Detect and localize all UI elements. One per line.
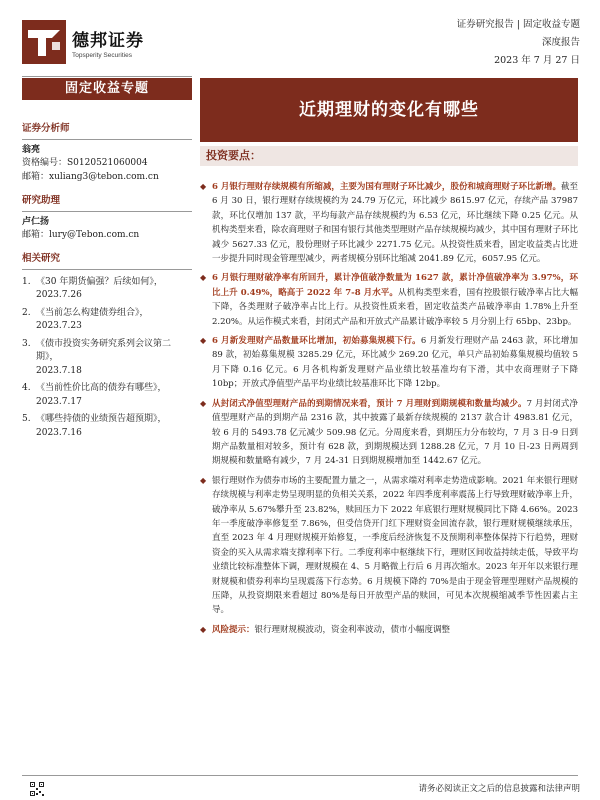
key-point-paragraph [200, 474, 578, 618]
risk-warning-text: 银行理财规模波动，资金利率波动，债市小幅度调整 [254, 624, 451, 635]
researcher-email[interactable]: 邮箱：lury@Tebon.com.cn [22, 230, 140, 240]
paragraph-highlight: 6 月银行理财破净率有所回升，累计净值破净数量为 1627 款，累计净值破净率为 3.97%，环比上升 0.49%，略高于 2022 年 7-8 月水平。 [212, 273, 578, 298]
researcher-heading: 研究助理 [22, 194, 192, 212]
key-point-paragraph [200, 397, 578, 469]
legal-disclaimer: 请务必阅读正文之后的信息披露和法律声明 [418, 784, 580, 794]
diamond-bullet-icon: ◆ [200, 475, 207, 485]
related-item[interactable] [22, 338, 192, 379]
report-depth: 深度报告 [541, 37, 580, 48]
key-point-paragraph [200, 334, 578, 392]
report-date: 2023 年 7 月 27 日 [494, 55, 580, 66]
related-item-number: 4. [22, 383, 31, 393]
related-research [22, 252, 192, 444]
key-point-paragraph [200, 180, 578, 266]
key-point-paragraph [200, 271, 578, 329]
related-item-number: 3. [22, 338, 31, 349]
related-heading: 相关研究 [22, 252, 192, 270]
analyst-block [22, 122, 192, 184]
footer-divider [22, 775, 578, 776]
related-item-title: 《30 年期货偏强？后续如何》， [36, 276, 163, 287]
related-item-number: 5. [22, 414, 31, 424]
related-item-date: 2023.7.16 [36, 427, 82, 438]
tebon-logo-icon [22, 20, 66, 64]
related-item-number: 1. [22, 276, 31, 287]
paragraph-text: 截至 6 月 30 日，银行理财存续规模约为 24.79 万亿元，环比减少 8615.97 亿元，存续产品 37987 款，环比仅增加 137 款，平均每款产品存续规模约为 6.53 亿元，环比继续下降 0.25 亿元。从机构类型来看，除农商理财子和国有银行其他类型理财产品存续规模均减少，其中国有理财子环比减少 5627.33 亿元，股份理财子环比减少 2271.75 亿元。从投资性质来看，固定收益类占比进一步提升同时现金管理型减少，两者规模分别环比缩减 2041.89 亿元，6057.95 亿元。 [212, 182, 578, 265]
paragraph-text: 银行理财作为债券市场的主要配置力量之一，从需求端对利率走势造成影响。2021 年来银行理财存续规模与利率走势呈现明显的负相关关系，2022 年四季度利率震荡上行导致理财破净率上升，破净率从 5.67%攀升至 23.82%，赎回压力下 2022 年底银行理财规模同比下降 4.66%。2023 年一季度破净率修复至 7.86%，但受信贷开门红下理财资金回流存款，银行理财规模继续承压，直至 2023 年 4 月理财规模开始修复，一季度后经济恢复不及预期利率整体保持下行趋势，理财资金的买入从需求端支撑利率下行。二季度利率中枢继续下行，理财区间收益持续走低，导致平均业绩比较标准整体下调，理财规模在 4、5 月略微上行后 6 月再次缩水。2023 年开年以来银行理财规模和债券利率均呈现震荡下行态势。6 月规模下降约 70%是由于现金管理型理财产品规模的压降，从投资期限来看超过 80%是每日开放型产品的赎回，可见本次规模缩减季节性因素占主导。 [212, 475, 578, 616]
analyst-heading: 证券分析师 [22, 122, 192, 140]
paragraph-text: 从机构类型来看，国有控股银行破净率占比大幅下降，各类理财子破净率占比上行。从投资性质来看，固定收益类产品破净率由 1.78%上升至 2.20%。从运作模式来看，封闭式产品和开放式产品累计破净率较 5 月分别上行 65bp、23bp。 [212, 287, 578, 327]
category-band: 固定收益专题 [22, 78, 192, 100]
related-item[interactable] [22, 276, 192, 303]
paragraph-text: 6 月新发行理财产品 2463 款，环比增加 89 款，初始募集规模 3285.29 亿元，环比减少 269.20 亿元，单只产品初始募集规模均值较 5 月下降 0.16 亿元。6 月各机构新发理财产品业绩比较基准均有下滑，其中农商理财子下降 10bp；开放式净值型产品平均业绩比较基准环比下降 12bp。 [212, 336, 578, 390]
key-points-body [200, 180, 578, 642]
diamond-bullet-icon: ◆ [200, 336, 207, 346]
divider [22, 76, 192, 77]
related-item[interactable] [22, 413, 192, 440]
risk-warning-label: 风险提示： [212, 624, 255, 635]
related-item-title: 《当前性价比高的债券有哪些》， [36, 383, 167, 393]
related-item-date: 2023.7.26 [36, 290, 82, 300]
related-item-title: 《当前怎么构建债券组合》， [36, 307, 149, 318]
diamond-bullet-icon: ◆ [200, 182, 207, 191]
diamond-bullet-icon: ◆ [200, 273, 207, 283]
researcher-name: 卢仁扬 [22, 216, 50, 227]
report-header [457, 16, 580, 70]
key-points-label: 投资要点： [200, 146, 578, 166]
analyst-email[interactable]: 邮箱：xuliang3@tebon.com.cn [22, 171, 159, 182]
diamond-bullet-icon: ◆ [200, 398, 207, 408]
risk-warning [200, 623, 578, 637]
analyst-cert: 资格编号：S0120521060004 [22, 158, 148, 168]
paragraph-highlight: 从封闭式净值型理财产品的到期情况来看，预计 7 月理财到期规模和数量均减少。 [212, 398, 527, 409]
analyst-name: 翁亮 [22, 144, 41, 155]
paragraph-text: 7 月封闭式净值型理财产品的到期产品 2316 款，其中披露了最新存续规模的 2137 款合计 4983.81 亿元，较 6 月的 5493.78 亿元减少 509.98 亿元。分周度来看，到期压力分布较均，7 月 3 日-9 日到期产品数量相对较多，预计有 628 款，到期规模达到 1288.28 亿元，7 月 10 日-23 日两周到期规模和数量略有减少，7 月 24-31 日到期规模增加至 1442.67 亿元。 [212, 398, 578, 467]
related-item-date: 2023.7.23 [36, 321, 82, 331]
related-item[interactable] [22, 307, 192, 334]
related-item-date: 2023.7.17 [36, 396, 82, 407]
related-item-title: 《哪些持债的业绩预告超预期》， [36, 414, 167, 424]
paragraph-highlight: 6 月新发理财产品数量环比增加，初始募集规模下行。 [212, 336, 421, 347]
logo-english-name: Topsperity Securities [72, 51, 132, 59]
related-item[interactable] [22, 382, 192, 409]
related-item-number: 2. [22, 307, 31, 318]
researcher-block [22, 194, 192, 243]
report-type: 证券研究报告 | 固定收益专题 [456, 19, 580, 30]
company-logo [22, 20, 144, 64]
paragraph-highlight: 6 月银行理财存续规模有所缩减，主要为国有理财子环比减少，股份和城商理财子环比新增。 [212, 182, 561, 192]
related-item-title: 《债市投资实务研究系列会议第二期》， [36, 338, 172, 362]
logo-chinese-name: 德邦证券 [72, 30, 144, 51]
diamond-bullet-icon: ◆ [200, 624, 207, 634]
related-item-date: 2023.7.18 [36, 365, 82, 376]
qr-code-icon [30, 782, 44, 796]
page-title: 近期理财的变化有哪些 [200, 78, 578, 142]
